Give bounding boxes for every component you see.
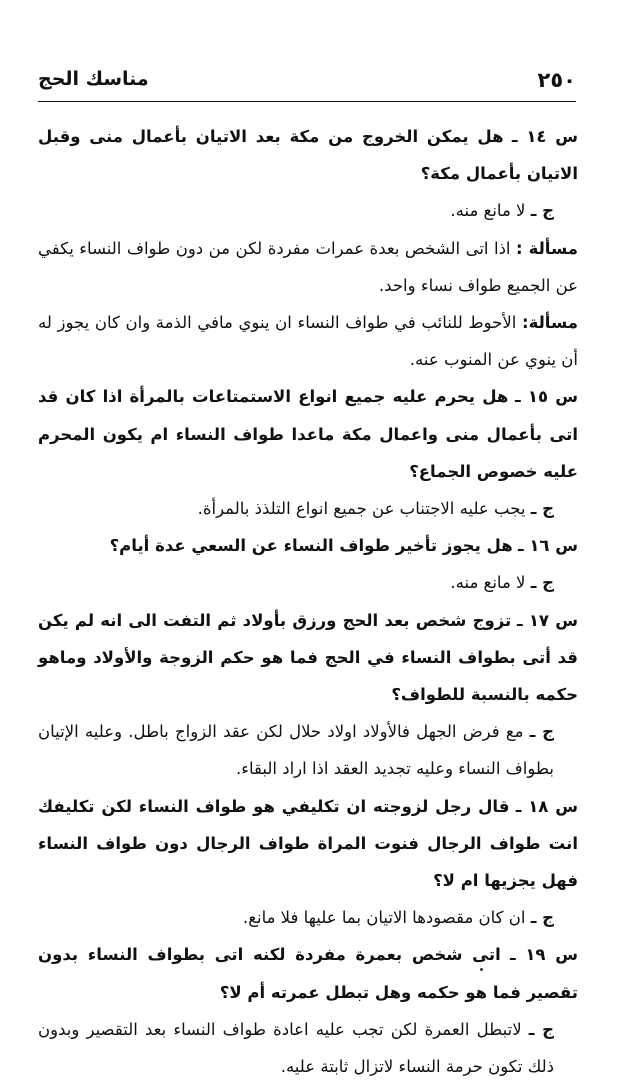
question-15 bbox=[38, 378, 578, 490]
question-text: تزوج شخص بعد الحج ورزق بأولاد ثم التفت الى انه لم يكن قد أتى بطواف النساء في الحج فما هو حكم الزوجة والأولاد وماهو حكمه بالنسبة للطواف؟ bbox=[38, 610, 578, 705]
question-number: س ١٩ ـ bbox=[509, 945, 578, 965]
answer-18 bbox=[38, 899, 578, 936]
answer-marker: ج ـ bbox=[530, 573, 554, 593]
answer-17 bbox=[38, 713, 578, 787]
question-number: س ١٦ ـ bbox=[517, 536, 578, 556]
page-number: ٢٥٠ bbox=[537, 68, 576, 92]
page-body bbox=[38, 118, 578, 1085]
answer-16 bbox=[38, 564, 578, 601]
question-14 bbox=[38, 118, 578, 192]
print-speck bbox=[480, 968, 483, 971]
question-19 bbox=[38, 936, 578, 1010]
answer-19 bbox=[38, 1011, 578, 1085]
question-17 bbox=[38, 602, 578, 714]
question-text: هل يحرم عليه جميع انواع الاستمتاعات بالمرأة اذا كان قد اتى بأعمال منى واعمال مكة ماعدا طواف النساء ام يكون المحرم عليه خصوص الجماع؟ bbox=[38, 387, 578, 481]
answer-text: لا مانع منه. bbox=[450, 201, 526, 221]
question-number: س ١٧ ـ bbox=[516, 610, 579, 630]
masala-label: مسألة : bbox=[516, 238, 579, 258]
answer-marker: ج ـ bbox=[530, 499, 554, 519]
question-text: هل يجوز تأخير طواف النساء عن السعي عدة أيام؟ bbox=[109, 536, 513, 556]
question-18 bbox=[38, 788, 578, 900]
answer-14 bbox=[38, 192, 578, 229]
answer-text: ان كان مقصودها الاتيان بما عليها فلا مانع. bbox=[242, 908, 526, 928]
question-number: س ١٤ ـ bbox=[511, 127, 579, 146]
masala-text: الأحوط للنائب في طواف النساء ان ينوي مافي الذمة وان كان يجوز له أن ينوي عن المنوب عنه. bbox=[38, 313, 578, 370]
masala-2 bbox=[38, 304, 578, 378]
question-number: س ١٨ ـ bbox=[515, 796, 578, 816]
answer-text: يجب عليه الاجتناب عن جميع انواع التلذذ بالمرأة. bbox=[197, 499, 526, 519]
answer-marker: ج ـ bbox=[529, 722, 555, 742]
masala-text: اذا اتى الشخص بعدة عمرات مفردة لكن من دون طواف النساء يكفي عن الجميع طواف نساء واحد. bbox=[38, 238, 578, 295]
answer-marker: ج ـ bbox=[530, 908, 554, 928]
question-text: قال رجل لزوجته ان تكليفي هو طواف النساء لكن تكليفك انت طواف الرجال فنوت المراة طواف الرجال دون طواف النساء فهل يجزيها ام لا؟ bbox=[38, 796, 578, 891]
masala-label: مسألة: bbox=[521, 313, 578, 333]
answer-15 bbox=[38, 490, 578, 527]
page-header bbox=[38, 66, 576, 96]
question-text: هل يمكن الخروج من مكة بعد الاتيان بأعمال منى وقبل الاتيان بأعمال مكة؟ bbox=[38, 127, 578, 184]
question-text: اتى شخص بعمرة مفردة لكنه اتى بطواف النساء بدون تقصير فما هو حكمه وهل تبطل عمرته أم لا؟ bbox=[38, 945, 578, 1002]
answer-text: مع فرض الجهل فالأولاد اولاد حلال لكن عقد الزواج باطل. وعليه الإتيان بطواف النساء وعليه تجديد العقد اذا اراد البقاء. bbox=[38, 722, 554, 779]
running-title: مناسك الحج bbox=[38, 68, 149, 90]
header-rule bbox=[38, 101, 576, 102]
question-number: س ١٥ ـ bbox=[515, 387, 578, 407]
answer-text: لاتبطل العمرة لكن تجب عليه اعادة طواف النساء بعد التقصير وبدون ذلك تكون حرمة النساء لاتزال ثابتة عليه. bbox=[38, 1019, 554, 1077]
answer-text: لا مانع منه. bbox=[450, 573, 526, 593]
answer-marker: ج ـ bbox=[528, 1019, 554, 1039]
answer-marker: ج ـ bbox=[530, 201, 554, 221]
question-16 bbox=[38, 527, 578, 564]
masala-1 bbox=[38, 230, 578, 304]
